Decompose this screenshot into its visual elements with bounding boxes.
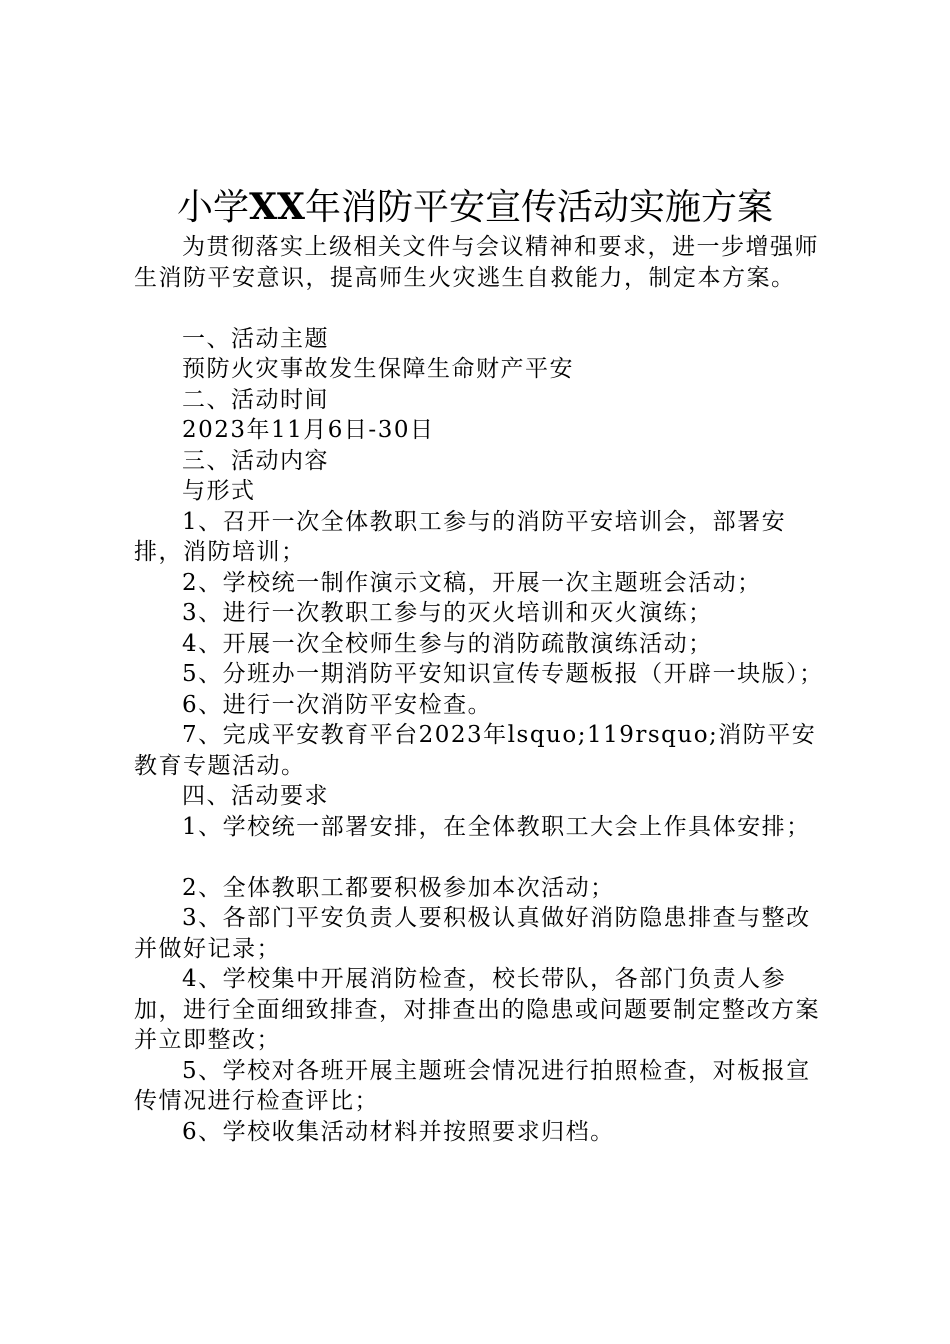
requirement-item-5: 5、学校对各班开展主题班会情况进行拍照检查，对板报宣传情况进行检查评比； [134, 1057, 811, 1114]
content-item-7: 7、完成平安教育平台2023年lsquo;119rsquo;消防平安教育专题活动。 [134, 722, 817, 779]
content-item-1: 1、召开一次全体教职工参与的消防平安培训会，部署安排，消防培训； [134, 508, 787, 565]
intro-paragraph: 为贯彻落实上级相关文件与会议精神和要求，进一步增强师生消防平安意识，提高师生火灾逃生自救能力，制定本方案。 [134, 234, 819, 291]
requirement-item-4: 4、学校集中开展消防检查，校长带队，各部门负责人参加，进行全面细致排查，对排查出的隐患或问题要制定整改方案并立即整改； [134, 966, 820, 1053]
section-heading-content-cont: 与形式 [182, 478, 256, 504]
theme-text: 预防火灾事故发生保障生命财产平安 [182, 356, 574, 382]
content-item-3: 3、进行一次教职工参与的灭火培训和灭火演练； [182, 600, 713, 626]
paragraph-gap [134, 293, 834, 324]
requirement-item-3: 3、各部门平安负责人要积极认真做好消防隐患排查与整改并做好记录； [134, 905, 811, 962]
content-item-4: 4、开展一次全校师生参与的消防疏散演练活动； [182, 630, 713, 657]
time-text: 2023年11月6日-30日 [182, 417, 435, 443]
section-heading-content: 三、活动内容 [182, 447, 329, 474]
document-title: 小学XX年消防平安宣传活动实施方案 [177, 186, 773, 228]
content-item-5: 5、分班办一期消防平安知识宣传专题板报（开辟一块版）； [182, 661, 824, 687]
content-item-6: 6、进行一次消防平安检查。 [182, 691, 493, 718]
requirement-item-1: 1、学校统一部署安排，在全体教职工大会上作具体安排； [182, 813, 811, 840]
section-heading-theme: 一、活动主题 [182, 325, 329, 352]
section-heading-requirements: 四、活动要求 [182, 783, 329, 809]
requirement-item-2: 2、全体教职工都要积极参加本次活动； [182, 874, 615, 901]
section-heading-time: 二、活动时间 [182, 386, 329, 413]
content-item-2: 2、学校统一制作演示文稿，开展一次主题班会活动； [182, 569, 762, 596]
requirement-item-6: 6、学校收集活动材料并按照要求归档。 [182, 1118, 615, 1145]
paragraph-gap [134, 842, 834, 873]
document-body [134, 232, 834, 1147]
